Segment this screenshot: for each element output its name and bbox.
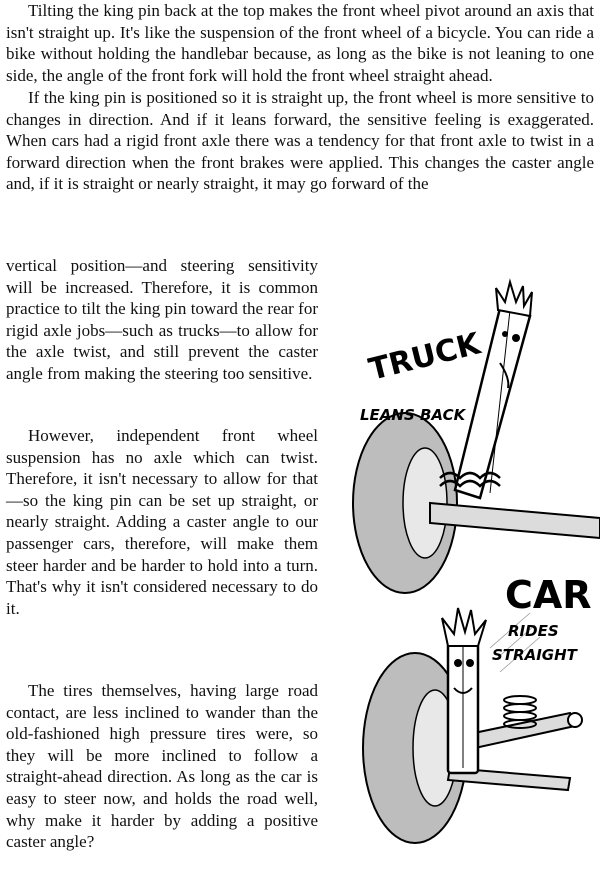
paragraph-4: However, independent front wheel suspension has no axle which can twist. Therefore, it isn't necessary to allow for that—so the king pin can be set up straight, or nearly straight. Adding a caster angle to our passenger cars, therefore, will make them steer harder and be harder to hold into a turn. That's why it isn't considered necessary to do it. [6, 426, 318, 618]
car-caption-line-2: STRAIGHT [492, 646, 577, 664]
paragraph-2: If the king pin is positioned so it is straight up, the front wheel is more sensitive to changes in direction. And if it leans forward, the sensitive feeling is exaggerated. When cars had a rigid front axle there was a tendency for that front axle to twist in a forward direction when the front brakes were applied. This changes the caster angle and, if it is straight or nearly straight, it may go forward of the [6, 88, 594, 194]
car-king-pin-cartoon [363, 573, 592, 843]
truck-caption: LEANS BACK [360, 406, 466, 424]
truck-title: TRUCK [365, 326, 484, 388]
king-pin-cartoon-illustration [330, 268, 600, 883]
car-caption-line-1: RIDES [508, 622, 559, 640]
paragraph-5: The tires themselves, having large road contact, are less inclined to wander than the old-fashioned high pressure tires were, so they will be more inclined to follow a straight-ahead direction. As long as the car is easy to steer now, and holds the road well, why make it harder by adding a positive caster angle? [6, 681, 318, 852]
truck-king-pin-cartoon [353, 282, 600, 593]
paragraph-1: Tilting the king pin back at the top makes the front wheel pivot around an axis that isn't straight up. It's like the suspension of the front wheel of a bicycle. You can ride a bike without holding the handlebar because, as long as the bike is not leaning to one side, the angle of the front fork will hold the front wheel straight ahead. [6, 1, 594, 85]
paragraph-3: vertical position—and steering sensitivity will be increased. Therefore, it is common practice to tilt the king pin toward the rear for rigid axle jobs—such as trucks—to allow for the axle twist, and still prevent the caster angle from making the steering too sensitive. [6, 256, 318, 383]
car-title: CAR [505, 573, 592, 617]
